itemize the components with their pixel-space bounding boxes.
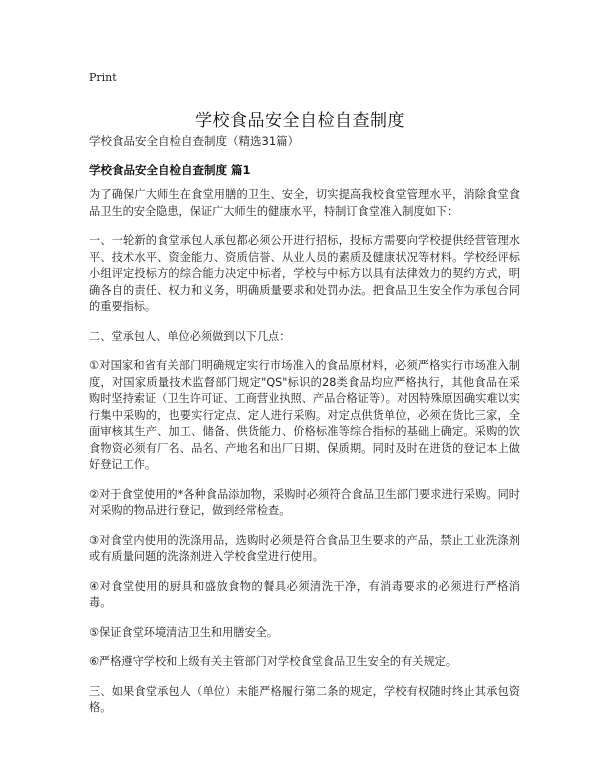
document-subtitle: 学校食品安全自检自查制度（精选31篇） (89, 134, 300, 148)
print-link[interactable]: Print (89, 71, 117, 84)
document-body (89, 187, 520, 730)
paragraph-item-3: ③对食堂内使用的洗涤用品，选购时必须是符合食品卫生要求的产品，禁止工业洗涤剂或有质量问题的洗涤剂进入学校食堂进行使用。 (89, 533, 520, 563)
paragraph-intro: 为了确保广大师生在食堂用膳的卫生、安全，切实提高我校食堂管理水平，消除食堂食品卫生的安全隐患，保证广大师生的健康水平，特制订食堂准入制度如下： (89, 188, 520, 218)
paragraph-clause-3: 三、如果食堂承包人（单位）未能严格履行第二条的规定，学校有权随时终止其承包资格。 (89, 684, 520, 714)
paragraph-item-5: ⑤保证食堂环境清洁卫生和用膳安全。 (89, 625, 279, 639)
paragraph-item-1: ①对国家和省有关部门明确规定实行市场准入的食品原材料，必须严格实行市场准入制度，对国家质量技术监督部门规定"QS"标识的28类食品均应严格执行，其他食品在采购时坚持索证（卫生许可证、工商营业执照、产品合格证等）。对因特殊原因确实难以实行集中采购的，也要实行定点、定人进行采购。对定点供货单位，必须在货比三家，全面审核其生产、加工、储备、供货能力、价格标准等综合指标的基础上确定。采购的饮食物资必须有厂名、品名、产地名和出厂日期、保质期。同时及时在进货的登记本上做好登记工作。 (89, 359, 520, 471)
paragraph-item-6: ⑥严格遵守学校和上级有关主管部门对学校食堂食品卫生安全的有关规定。 (89, 655, 458, 668)
paragraph-item-2: ②对于食堂使用的*各种食品添加物，采购时必须符合食品卫生部门要求进行采购。同时对采购的物品进行登记，做到经常检查。 (89, 487, 520, 517)
paragraph-item-4: ④对食堂使用的厨具和盛放食物的餐具必须清洗干净，有消毒要求的必须进行严格消毒。 (89, 579, 520, 609)
paragraph-clause-2: 二、堂承包人、单位必须做到以下几点： (89, 329, 291, 343)
document-title: 学校食品安全自检自查制度 (195, 111, 405, 132)
paragraph-clause-1: 一、一轮新的食堂承包人承包都必须公开进行招标，投标方需要向学校提供经营管理水平、技术水平、资金能力、资质信誉、从业人员的素质及健康状况等材料。学校经评标小组评定投标方的综合能力决定中标者，学校与中标方以具有法律效力的契约方式，明确各自的责任、权力和义务，明确质量要求和处罚办法。把食品卫生安全作为承包合同的重要指标。 (89, 234, 520, 313)
section-heading: 学校食品安全自检自查制度 篇1 (89, 163, 251, 177)
